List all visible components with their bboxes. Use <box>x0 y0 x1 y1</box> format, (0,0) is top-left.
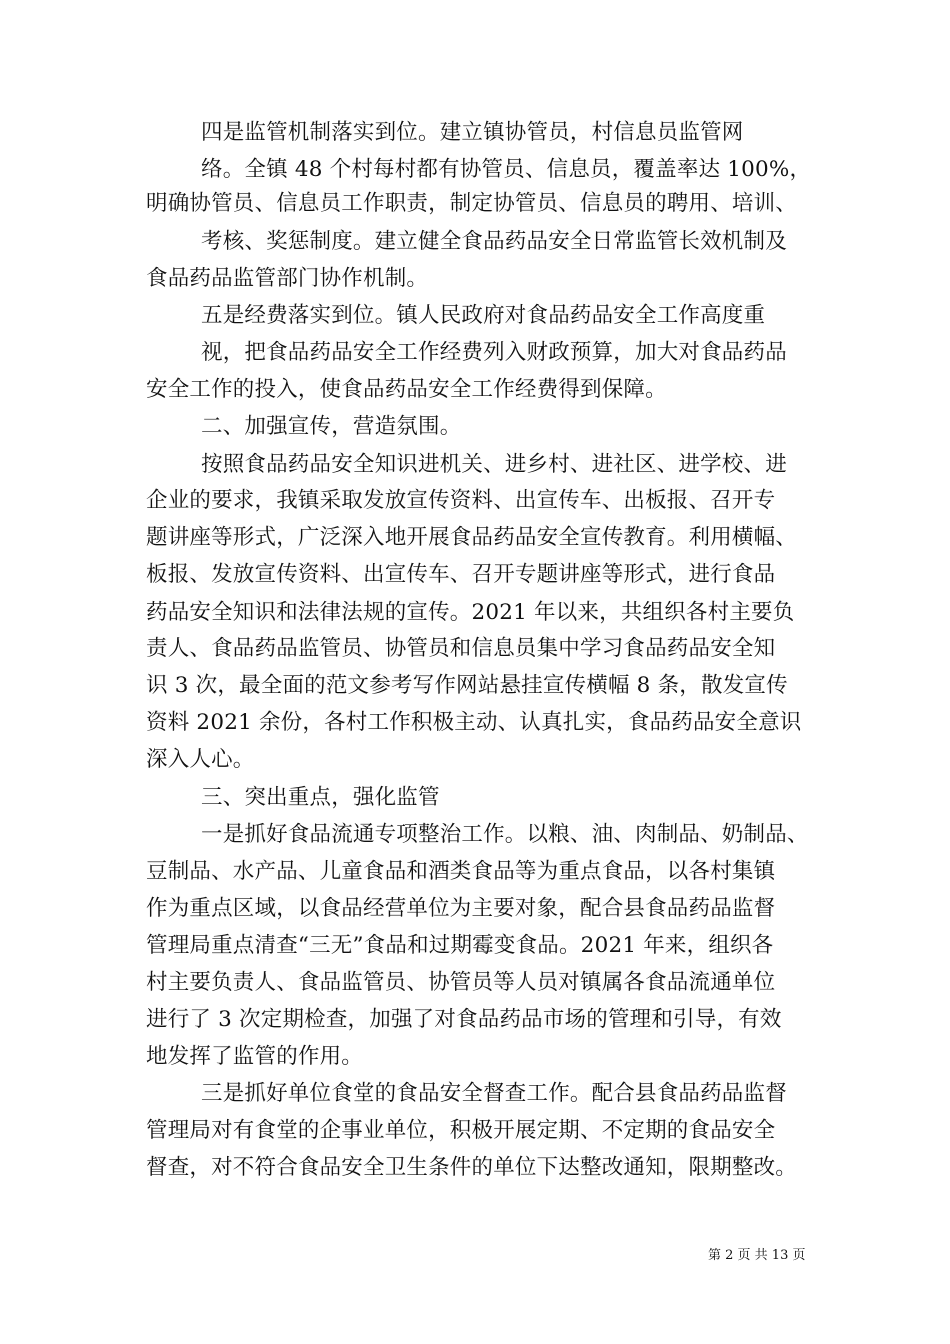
text-line: 三、突出重点，强化监管 <box>201 785 440 810</box>
text-line: 作为重点区域，以食品经营单位为主要对象，配合县食品药品监督 <box>146 896 776 921</box>
text-line: 题讲座等形式，广泛深入地开展食品药品安全宣传教育。利用横幅、 <box>146 525 798 550</box>
text-line: 药品安全知识和法律法规的宣传。2021 年以来，共组织各村主要负 <box>146 600 795 625</box>
text-line: 进行了 3 次定期检查，加强了对食品药品市场的管理和引导，有效 <box>146 1007 782 1032</box>
text-line: 三是抓好单位食堂的食品安全督查工作。配合县食品药品监督 <box>201 1081 787 1106</box>
text-line: 安全工作的投入，使食品药品安全工作经费得到保障。 <box>146 377 667 402</box>
text-line: 四是监管机制落实到位。建立镇协管员，村信息员监管网 <box>201 120 744 145</box>
text-line: 食品药品监管部门协作机制。 <box>146 266 429 291</box>
text-line: 责人、食品药品监管员、协管员和信息员集中学习食品药品安全知 <box>146 636 776 661</box>
text-line: 一是抓好食品流通专项整治工作。以粮、油、肉制品、奶制品、 <box>201 822 809 847</box>
text-line: 管理局重点清查“三无”食品和过期霉变食品。2021 年来，组织各 <box>146 933 774 958</box>
text-line: 督查，对不符合食品安全卫生条件的单位下达整改通知，限期整改。 <box>146 1155 798 1180</box>
text-line: 按照食品药品安全知识进机关、进乡村、进社区、进学校、进 <box>201 452 787 477</box>
text-line: 板报、发放宣传资料、出宣传车、召开专题讲座等形式，进行食品 <box>146 562 776 587</box>
text-line: 管理局对有食堂的企事业单位，积极开展定期、不定期的食品安全 <box>146 1118 776 1143</box>
text-line: 明确协管员、信息员工作职责，制定协管员、信息员的聘用、培训、 <box>146 191 798 216</box>
text-line: 视，把食品药品安全工作经费列入财政预算，加大对食品药品 <box>201 340 787 365</box>
text-line: 企业的要求，我镇采取发放宣传资料、出宣传车、出板报、召开专 <box>146 488 776 513</box>
text-line: 二、加强宣传，营造氛围。 <box>201 414 462 439</box>
text-line: 村主要负责人、食品监管员、协管员等人员对镇属各食品流通单位 <box>146 970 776 995</box>
text-line: 地发挥了监管的作用。 <box>146 1044 364 1069</box>
text-line: 识 3 次，最全面的范文参考写作网站悬挂宣传横幅 8 条，散发宣传 <box>146 673 788 698</box>
text-line: 豆制品、水产品、儿童食品和酒类食品等为重点食品，以各村集镇 <box>146 859 776 884</box>
page-number: 第 2 页 共 13 页 <box>708 1248 806 1263</box>
text-line: 五是经费落实到位。镇人民政府对食品药品安全工作高度重 <box>201 303 766 328</box>
text-line: 深入人心。 <box>146 747 255 772</box>
text-line: 络。全镇 48 个村每村都有协管员、信息员，覆盖率达 100%， <box>201 157 812 182</box>
text-line: 资料 2021 余份，各村工作积极主动、认真扎实，食品药品安全意识 <box>146 710 802 735</box>
text-line: 考核、奖惩制度。建立健全食品药品安全日常监管长效机制及 <box>201 229 787 254</box>
